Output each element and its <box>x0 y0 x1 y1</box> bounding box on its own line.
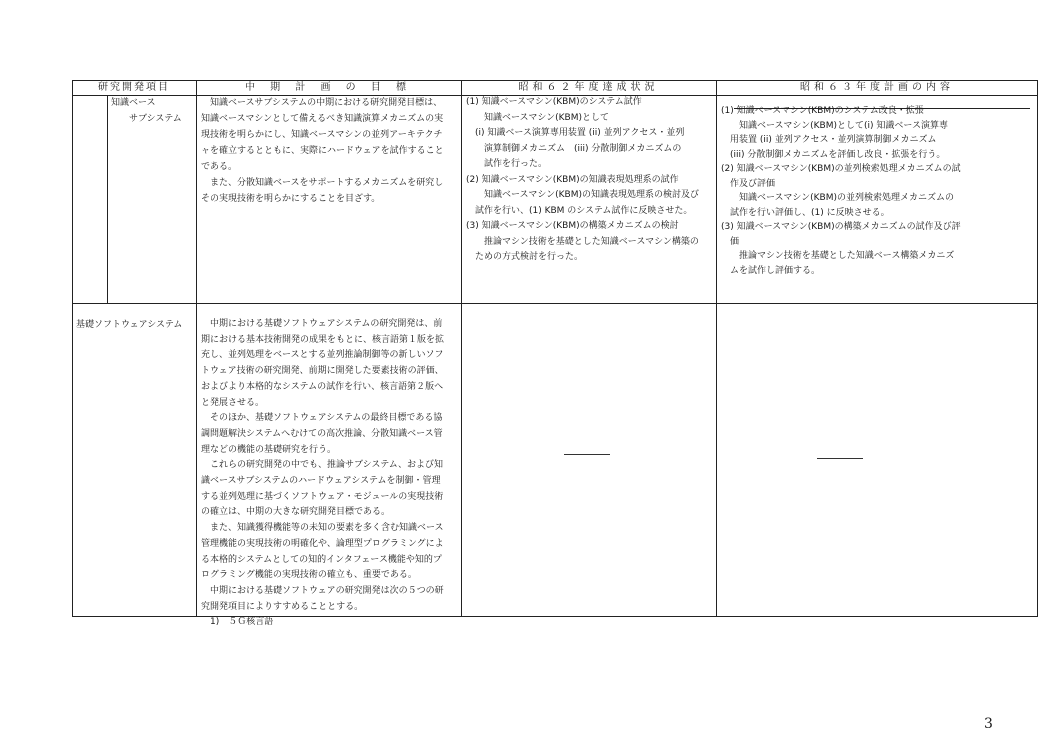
row1-plan-text: (1) 知識ベースマシン(KBM)のシステム改良・拡張 知識ベースマシン(KBM)として(i) 知識ベース演算専 用装置 (ii) 並列アクセス・並列演算制御メカニズム (iii) 分散制御メカニズムを評価し改良・拡張を行う。 (2) 知識ベースマシン(KBM)の並列検索処理メカニズムの試 作及び評価 知識ベースマシン(KBM)の並列検索処理メカニズムの 試作を行い評価し、(1) に反映させる。 (3) 知識ベースマシン(KBM)の構築メカニズムの試作及び評 価 推論マシン技術を基礎とした知識ベース構築メカニズ ムを試作し評価する。 <box>721 106 961 276</box>
table-divider <box>716 80 717 617</box>
row2-item-label: 基礎ソフトウェアシステム <box>76 320 183 330</box>
header-fy62-status: 昭和６２年度達成状況 <box>518 82 659 93</box>
row1-goals-text: 知識ベースサブシステムの中期における研究開発目標は、 知識ベースマシンとして備えるべき知識演算メカニズムの実 現技術を明らかにし、知識ベースマシンの並列アーキテクチ ャを確立するとともに、実際にハードウェアを試作すること である。 また、分散知識ベースをサポートするメカニズムを研究し その実現技術を明らかにすることを目ざす。 <box>201 98 444 204</box>
page-number: 3 <box>984 716 993 732</box>
header-mid-term-goals: 中 期 計 画 の 目 標 <box>244 82 413 93</box>
table-row-rule <box>72 303 1038 304</box>
row1-item-label: 知識ベース サブシステム <box>111 98 182 124</box>
empty-cell-dash <box>817 458 863 459</box>
row1-status-text: (1) 知識ベースマシン(KBM)のシステム試作 知識ベースマシン(KBM)として (i) 知識ベース演算専用装置 (ii) 並列アクセス・並列 演算制御メカニズム (iii) 分散制御メカニズムの 試作を行った。 (2) 知識ベースマシン(KBM)の知識表現処理系の試作 知識ベースマシン(KBM)の知識表現処理系の検討及び 試作を行い、(1) KBM のシステム試作に反映させた。 (3) 知識ベースマシン(KBM)の構築メカニズムの検討 推論マシン技術を基礎とした知識ベースマシン構築の ための方式検討を行った。 <box>466 97 700 262</box>
table-divider <box>107 95 108 303</box>
header-fy63-plan: 昭和６３年度計画の内容 <box>800 82 954 93</box>
header-research-item: 研究開発項目 <box>98 82 170 93</box>
table-divider <box>461 80 462 617</box>
empty-cell-dash <box>564 454 610 455</box>
table-divider <box>196 80 197 617</box>
row2-goals-text: 中期における基礎ソフトウェアシステムの研究開発は、前 期における基本技術開発の成果をもとに、核言語第１版を拡 充し、並列処理をベースとする並列推論制御等の新しいソフ トウェア技術の研究開発、前期に開発した要素技術の評価、 およびより本格的なシステムの試作を行い、核言語第２版へ と発展させる。 そのほか、基礎ソフトウェアシステムの最終目標である協 調問題解決システムへむけての高次推論、分散知識ベース管 理などの機能の基礎研究を行う。 これらの研究開発の中でも、推論サブシステム、および知 識ベースサブシステムのハードウェアシステムを制御・管理 する並列処理に基づくソフトウェア・モジュールの実現技術 の確立は、中期の大きな研究開発目標である。 また、知識獲得機能等の未知の要素を多く含む知識ベース 管理機能の実現技術の明確化や、論理型プログラミングによ る本格的システムとしての知的インタフェース機能や知的プ ログラミング機能の実現技術の確立も、重要である。 中期における基礎ソフトウェアの研究開発は次の５つの研 究開発項目によりすすめることとする。 1) ５Ｇ核言語 <box>201 319 445 628</box>
